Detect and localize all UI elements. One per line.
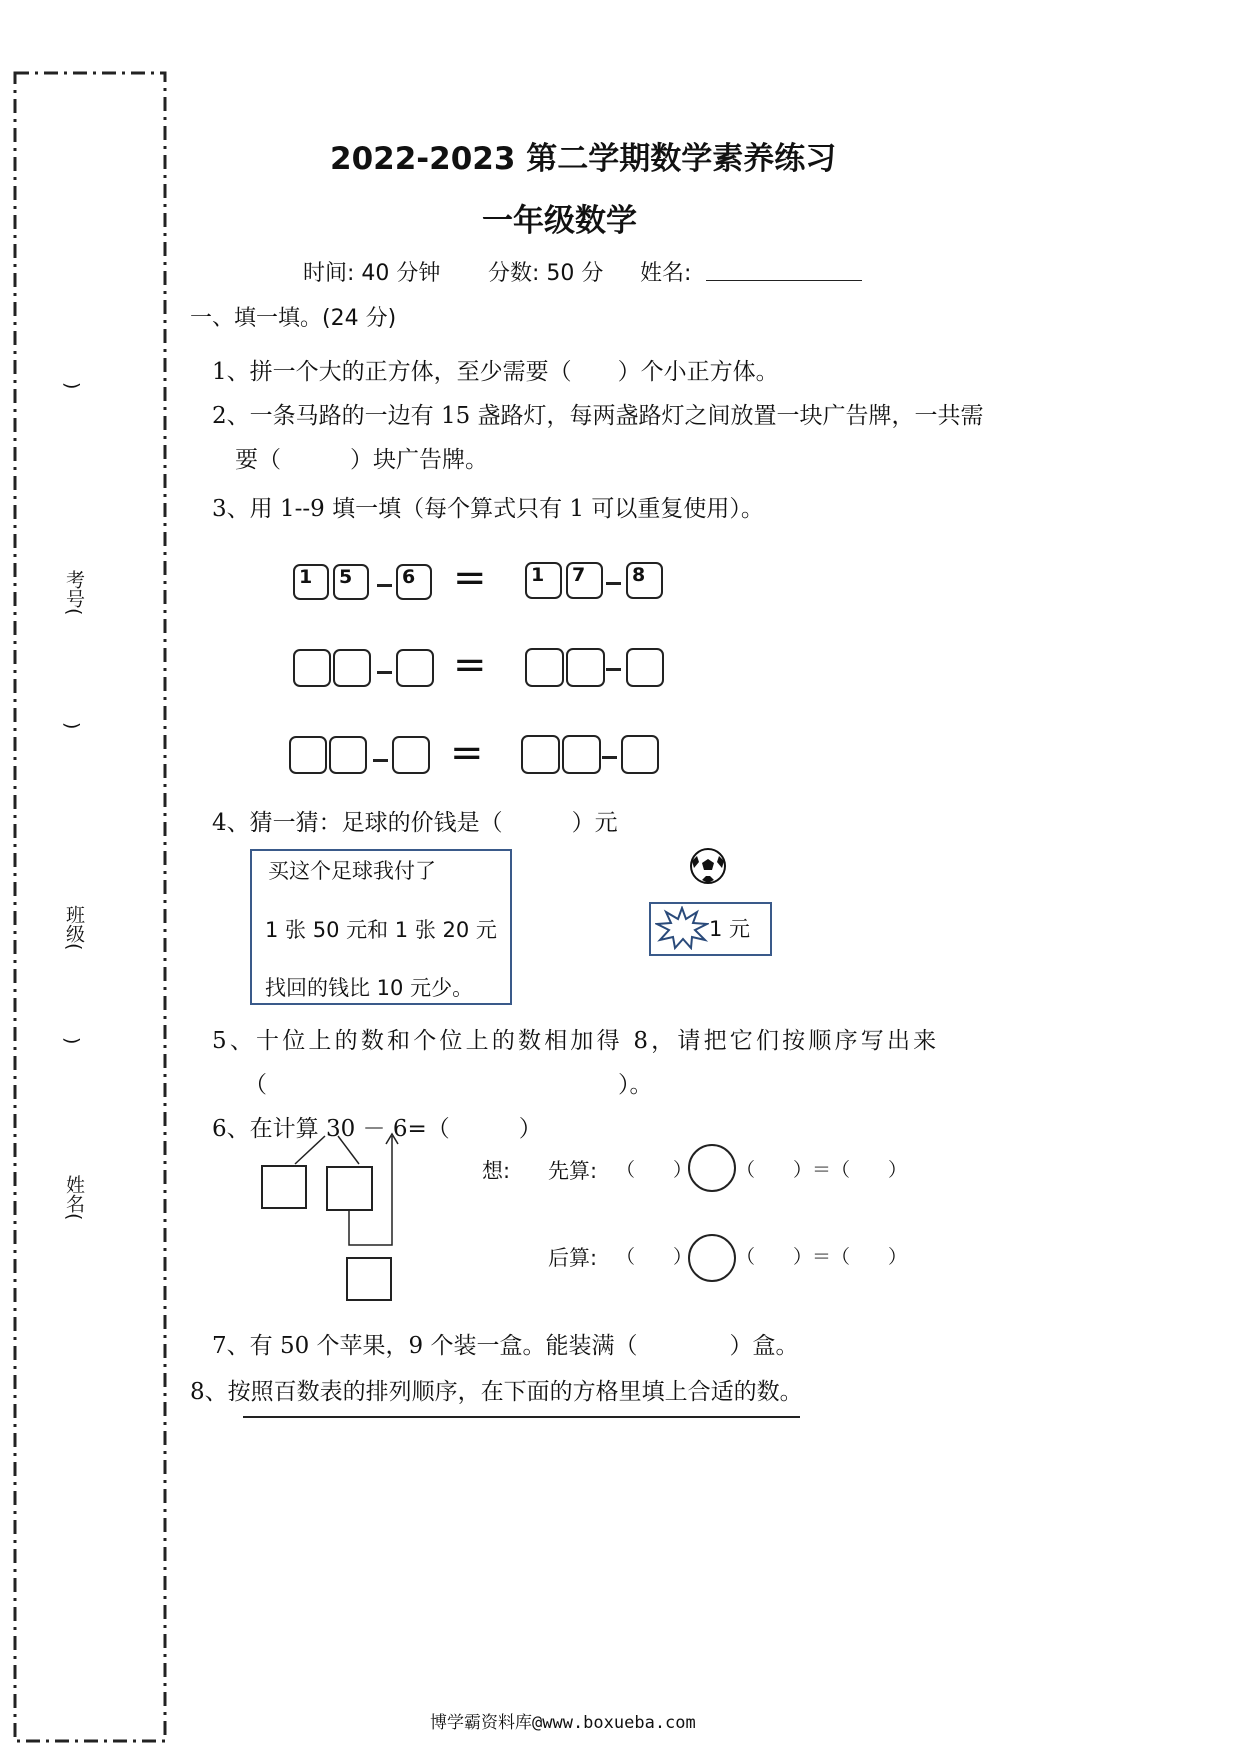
q3-input-box[interactable]	[392, 736, 430, 774]
equals-sign: =	[453, 555, 487, 601]
q4-info-line-1: 买这个足球我付了	[268, 859, 436, 883]
question-2-line-2: 要（ ）块广告牌。	[235, 447, 488, 473]
page-subtitle: 一年级数学	[482, 203, 637, 239]
q3-input-box[interactable]	[289, 736, 327, 774]
question-6: 6、在计算 30 － 6=（ ）	[212, 1116, 542, 1142]
q3-example-box-1: 1	[293, 564, 329, 600]
q3-example-box-3: 6	[396, 564, 432, 600]
q3-input-box[interactable]	[621, 735, 659, 774]
question-4: 4、猜一猜：足球的价钱是（ ）元	[212, 810, 618, 836]
score-label: 分数: 50 分	[488, 261, 604, 286]
q3-example-box-4: 1	[525, 562, 562, 599]
page-title: 2022-2023 第二学期数学素养练习	[330, 141, 837, 177]
q6-first-result: （ ）＝（ ）	[736, 1159, 908, 1181]
q3-input-box[interactable]	[329, 736, 367, 774]
q6-then-operand: （ ）	[616, 1246, 693, 1268]
q3-input-box[interactable]	[293, 649, 331, 687]
q3-input-box[interactable]	[396, 649, 434, 687]
binding-exam-number: 考号(	[63, 570, 85, 616]
q6-then-operator-circle[interactable]	[688, 1234, 736, 1282]
q4-info-line-2: 1 张 50 元和 1 张 20 元	[265, 918, 497, 942]
equals-sign: =	[453, 642, 487, 688]
section-1-heading: 一、填一填。(24 分)	[190, 306, 397, 331]
minus-sign	[373, 759, 388, 762]
name-label: 姓名:	[640, 261, 692, 286]
binding-border	[0, 0, 200, 1754]
time-label: 时间: 40 分钟	[303, 261, 441, 286]
question-2-line-1: 2、一条马路的一边有 15 盏路灯，每两盏路灯之间放置一块广告牌，一共需	[212, 403, 984, 429]
minus-sign	[377, 671, 392, 674]
q3-input-box[interactable]	[333, 649, 371, 687]
binding-paren-3: )	[61, 1037, 83, 1045]
binding-paren-1: )	[61, 382, 83, 390]
q3-input-box[interactable]	[521, 735, 560, 774]
q4-info-line-3: 找回的钱比 10 元少。	[265, 976, 474, 1000]
minus-sign	[606, 582, 621, 585]
binding-class: 班级(	[63, 905, 85, 951]
minus-sign	[602, 756, 617, 759]
q6-split-diagram	[255, 1130, 415, 1305]
q3-example-box-6: 8	[626, 562, 663, 599]
question-5-paren-open: （	[244, 1072, 267, 1098]
q8-grid-top-line	[243, 1416, 800, 1418]
question-3: 3、用 1--9 填一填（每个算式只有 1 可以重复使用）。	[212, 496, 764, 522]
question-1: 1、拼一个大的正方体，至少需要（ ）个小正方体。	[212, 359, 779, 385]
q6-first-operand: （ ）	[616, 1159, 693, 1181]
obscured-price-burst-icon	[655, 906, 709, 950]
q6-first-operator-circle[interactable]	[688, 1144, 736, 1192]
equals-sign: =	[450, 730, 484, 776]
q3-input-box[interactable]	[525, 648, 564, 687]
q3-input-box[interactable]	[562, 735, 601, 774]
question-8: 8、按照百数表的排列顺序，在下面的方格里填上合适的数。	[190, 1379, 803, 1405]
minus-sign	[377, 584, 392, 587]
q3-input-box[interactable]	[566, 648, 605, 687]
q6-then-result: （ ）＝（ ）	[736, 1246, 908, 1268]
footer-watermark: 博学霸资料库@www.boxueba.com	[430, 1713, 696, 1733]
question-5-paren-close: ）。	[618, 1072, 653, 1098]
q6-think-label: 想:	[482, 1159, 511, 1183]
q6-then-label: 后算:	[548, 1246, 598, 1270]
q6-first-label: 先算:	[548, 1159, 598, 1183]
question-5-line-1: 5、十位上的数和个位上的数相加得 8，请把它们按顺序写出来	[212, 1028, 940, 1054]
soccer-ball-icon	[688, 846, 728, 886]
q3-example-box-2: 5	[333, 564, 369, 600]
q3-input-box[interactable]	[626, 648, 664, 687]
binding-paren-2: )	[61, 722, 83, 730]
q3-example-box-5: 7	[566, 562, 603, 599]
binding-name: 姓名(	[63, 1175, 85, 1221]
question-7: 7、有 50 个苹果，9 个装一盒。能装满（ ）盒。	[212, 1333, 799, 1359]
minus-sign	[606, 668, 621, 671]
q4-price-text: 1 元	[709, 917, 751, 941]
name-input-line[interactable]	[706, 280, 862, 281]
